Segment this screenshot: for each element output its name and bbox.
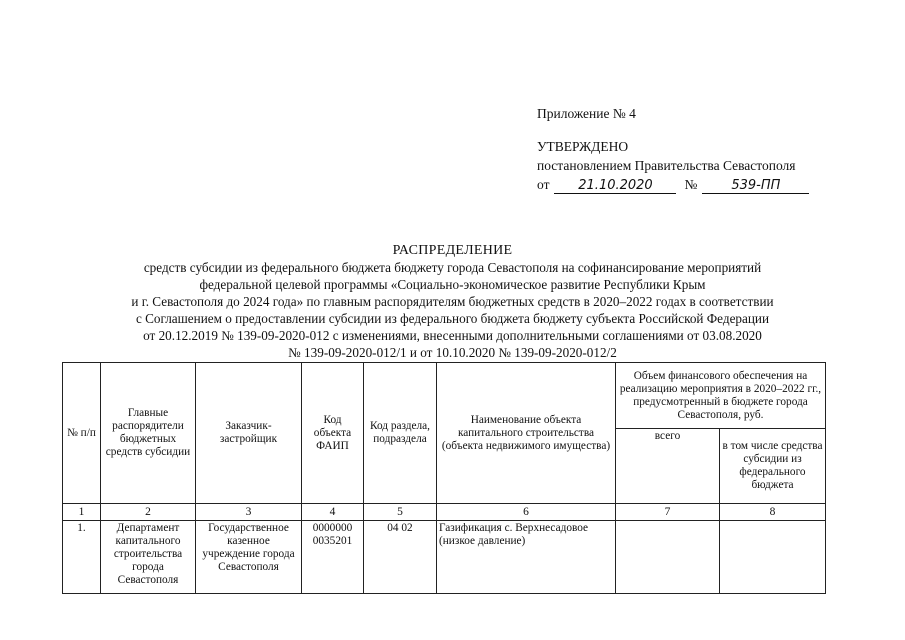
row-customer: Государственное казенное учреждение города Севастополя [196,521,302,594]
title-line: и г. Севастополя до 2024 года» по главным распорядителям бюджетных средств в 2020–2022 годах в соответствии [131,294,774,309]
column-number: 6 [437,504,616,521]
title-line: от 20.12.2019 № 139-09-2020-012 с изменениями, внесенными дополнительными соглашениями от 03.08.2020 [143,328,762,343]
date-number-line [537,175,897,194]
row-object-name: Газификация с. Верхнесадовое (низкое давление) [437,521,616,594]
column-number: 5 [364,504,437,521]
document-heading: РАСПРЕДЕЛЕНИЕ [392,243,513,258]
column-number-row [63,504,826,521]
header-section-code: Код раздела, подраздела [364,363,437,504]
date-prefix: от [537,177,550,192]
title-line: федеральной целевой программы «Социально-экономическое развитие Республики Крым [199,277,706,292]
row-total [616,521,720,594]
header-faip-code: Код объекта ФАИП [302,363,364,504]
approved-stamp-text: УТВЕРЖДЕНО [537,139,629,154]
header-managers: Главные распорядители бюджетных средств субсидии [101,363,196,504]
row-federal-subsidy [720,521,826,594]
approved-by-text: постановлением Правительства Севастополя [537,158,796,173]
table-row [63,521,826,594]
column-number: 2 [101,504,196,521]
header-financing-volume: Объем финансового обеспечения на реализацию мероприятия в 2020–2022 гг., предусмотренный в бюджете города Севастополя, руб. [616,363,826,429]
column-number: 7 [616,504,720,521]
title-line: № 139-09-2020-012/1 и от 10.10.2020 № 139-09-2020-012/2 [288,345,617,360]
header-customer: Заказчик-застройщик [196,363,302,504]
row-section-code: 04 02 [364,521,437,594]
number-prefix: № [684,177,698,192]
column-number: 8 [720,504,826,521]
document-title-block [30,242,875,361]
column-number: 1 [63,504,101,521]
row-faip-code: 0000000 0035201 [302,521,364,594]
approval-block [537,104,897,194]
header-total: всего [616,429,720,504]
column-number: 3 [196,504,302,521]
column-number: 4 [302,504,364,521]
header-num: № п/п [63,363,101,504]
header-object-name: Наименование объекта капитального строительства (объекта недвижимого имущества) [437,363,616,504]
date-handwritten: 21.10.2020 [554,178,676,194]
number-handwritten: 539-ПП [702,178,809,194]
appendix-label: Приложение № 4 [537,106,636,121]
row-manager: Департамент капитального строительства города Севастополя [101,521,196,594]
row-num: 1. [63,521,101,594]
title-line: средств субсидии из федерального бюджета бюджету города Севастополя на софинансирование мероприятий [143,260,762,275]
title-line: с Соглашением о предоставлении субсидии из федерального бюджета бюджету субъекта Российской Федерации [135,311,770,326]
distribution-table [62,362,826,594]
header-federal-subsidy: в том числе средства субсидии из федерального бюджета [720,429,826,504]
